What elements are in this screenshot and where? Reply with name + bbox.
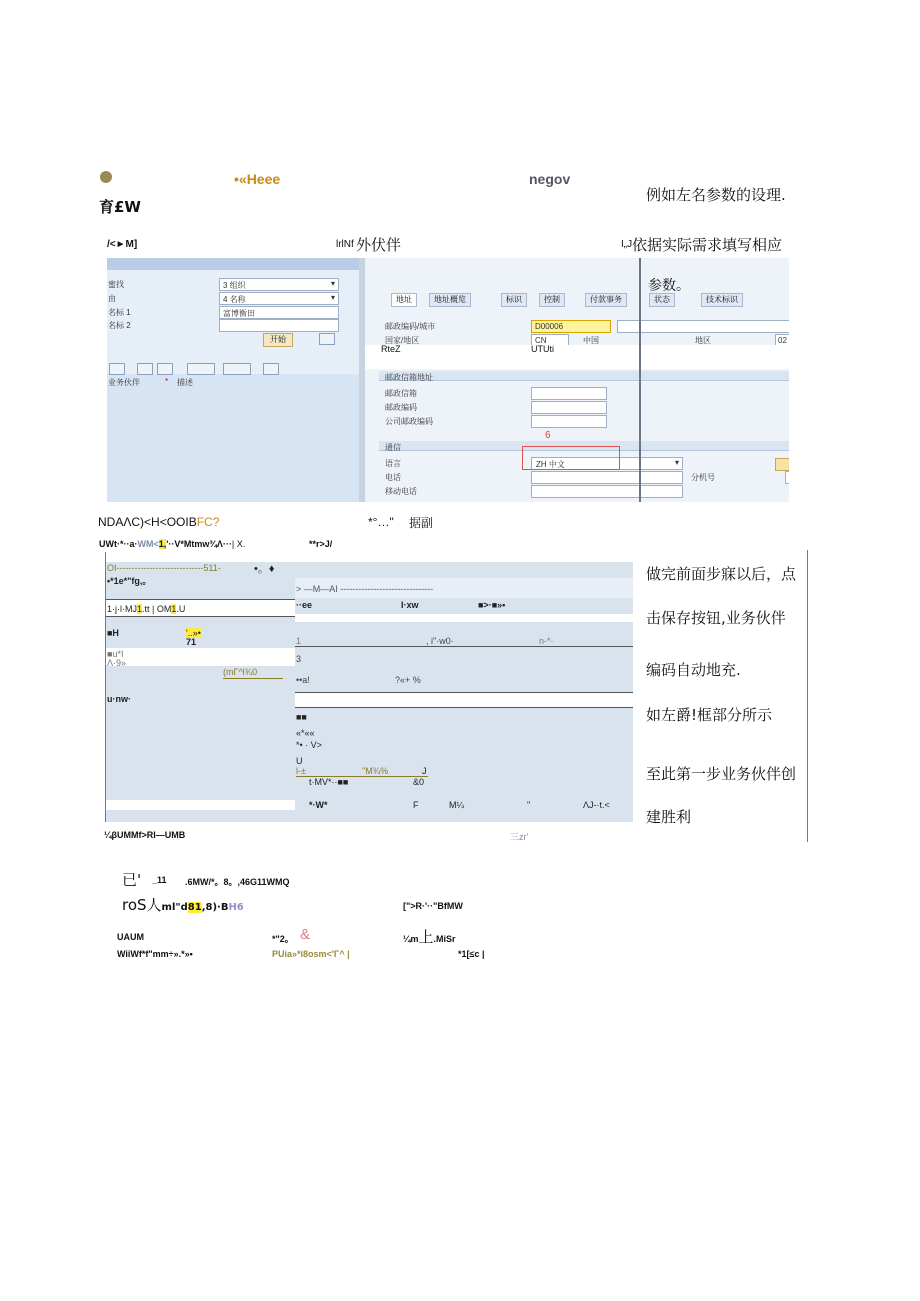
footer-l2-f: [">R·'··"BfMW — [403, 901, 463, 911]
footer-l1-b: _11 — [152, 875, 167, 885]
row2-text-a: /<►M] — [107, 239, 138, 250]
language-label: 语言 — [385, 459, 401, 468]
s2-row12a: U — [296, 756, 303, 766]
country-label: 国家/地区 — [385, 336, 420, 345]
caption1-a: NDAΛC)<H<OOIBFC? — [98, 515, 220, 529]
tab-control[interactable]: 控制 — [539, 293, 565, 307]
company-postal-input[interactable] — [531, 415, 607, 428]
country-code-input[interactable]: CN — [531, 334, 569, 347]
search-label: 蜜找 — [108, 280, 124, 289]
s2-row1: OI-----------------------------511- — [107, 563, 221, 573]
s2-row14c: M¼ — [449, 800, 465, 810]
start-button[interactable]: 开始 — [263, 333, 293, 347]
s2-row10: «*«« — [296, 728, 315, 738]
caption1-c: *°…" — [368, 515, 394, 529]
footer-l1-c: .6MW/*。8。,46G11WMQ — [185, 877, 290, 887]
chevron-down-icon: ▾ — [330, 293, 335, 302]
s2-row3: > —M—AI ------------------------------- — [296, 584, 434, 594]
tab-tech-id[interactable]: 技术标识 — [701, 293, 743, 307]
postal-code-input[interactable]: D00006 — [531, 320, 611, 333]
city-input[interactable] — [617, 320, 789, 333]
s2-row5c: 71 — [186, 637, 197, 647]
s2-row7b: ••a! — [296, 675, 310, 685]
phone-label: 电话 — [385, 473, 401, 482]
footer-l4-a: WiiWf*f"mm÷».*»• — [117, 949, 193, 959]
phone-input[interactable] — [531, 471, 683, 484]
s2-row12d: J — [422, 766, 427, 776]
chevron-down-icon: ▾ — [674, 458, 679, 467]
search-by-select[interactable]: 4 名称 ▾ — [219, 292, 339, 305]
right-note-2b: 参数。 — [648, 278, 690, 294]
side-note-6: 建胜利 — [646, 808, 692, 826]
toolbar-icon-6[interactable] — [263, 363, 279, 375]
name2-label: 名标 2 — [108, 321, 131, 330]
name1-label: 名标 1 — [108, 308, 131, 317]
list-header-partner: 业务伙伴 — [108, 378, 140, 387]
detail-panel — [365, 258, 789, 502]
row2-text-d: I„J — [621, 239, 633, 250]
pobox-input[interactable] — [531, 387, 607, 400]
s2-row11: *• · V> — [296, 740, 322, 750]
s2-row2: •*1e*"fg,。 — [107, 576, 152, 586]
header-text-2: negov — [529, 171, 571, 187]
tab-address[interactable]: 地址 — [391, 293, 417, 307]
footer-l3-a: UAUM — [117, 932, 144, 942]
region-input[interactable]: 02 — [775, 334, 789, 347]
overlay-text-b: UTUti — [531, 344, 554, 354]
s2-row4g: I·xw — [401, 600, 419, 610]
name1-input[interactable]: 富博衡田 — [219, 306, 339, 319]
tab-payment[interactable]: 付款事务 — [585, 293, 627, 307]
postal-city-label: 邮政编码/城市 — [385, 322, 436, 331]
s2-row4h: ■>·■»• — [478, 600, 506, 610]
name2-input[interactable] — [219, 319, 339, 332]
s2-row4f: ··ee — [296, 600, 313, 610]
chevron-down-icon: ▾ — [330, 279, 335, 288]
s2-row13a: t·MV*··■■ — [309, 777, 349, 787]
search-type-select[interactable]: 3 组织 ▾ — [219, 278, 339, 291]
tab-address-overview[interactable]: 地址概览 — [429, 293, 471, 307]
s2-row5b: '..»• — [186, 628, 201, 638]
required-icon: * — [165, 377, 169, 386]
footer-l2: roS人ml"d81,8)·BH6 — [122, 896, 244, 914]
tab-identification[interactable]: 标识 — [501, 293, 527, 307]
s2-row14b: F — [413, 800, 419, 810]
s2-row14a: *·W* — [309, 800, 328, 810]
s2-row7a: (mΓ^l¾0 — [223, 667, 258, 677]
screenshot-business-partner-form — [107, 258, 789, 502]
s2-row5f: n-*· — [539, 636, 554, 646]
pobox-postal-label: 邮政编码 — [385, 403, 417, 412]
delete-icon[interactable] — [319, 333, 335, 345]
shot2-header-f: **r>J/ — [309, 539, 333, 549]
side-note-2: 击保存按钮,业务伙伴 — [646, 609, 786, 627]
row2-text-c: 外伏伴 — [356, 236, 402, 254]
shot2-header: UWt·*··a·WM<1,'··V*Mtmw¾Λ···| X. — [99, 539, 246, 549]
side-note-4: 如左爵!框部分所示 — [646, 706, 773, 724]
s2-row5e: , i"·w0· — [426, 636, 454, 646]
footer-l4-c: *1[≤c | — [458, 949, 485, 959]
s2-row13b: &0 — [413, 777, 425, 787]
extension-label: 分机号 — [691, 473, 715, 482]
toolbar-icon-5[interactable] — [223, 363, 251, 375]
annotation-number: 6 — [545, 430, 551, 441]
comm-section-title: 通信 — [385, 443, 401, 452]
s2-row5a: ■H — [107, 628, 119, 638]
s2-row4: 1·j·l·MJ1.tt | OM1.U — [107, 604, 186, 614]
header-text-1: •«Heee — [234, 171, 281, 187]
mobile-label: 移动电话 — [385, 487, 417, 496]
language-highlight-box — [522, 446, 620, 470]
s2-row7c: ?«+ % — [395, 675, 421, 685]
footer-l3-c: & — [300, 926, 311, 943]
region-label: 地区 — [695, 336, 711, 345]
footer-l4-b: PUia»*i8osm<'Γ^ | — [272, 949, 350, 959]
s2-row5d: 1 — [296, 636, 302, 646]
pobox-label: 邮政信箱 — [385, 389, 417, 398]
s2-row6b: Λ·9» — [107, 658, 127, 668]
right-note-2a: 依据实际需求填写相应 — [632, 236, 783, 254]
s2-row6c: 3 — [296, 654, 302, 664]
bullet-icon — [100, 171, 112, 183]
s2-row14e: ΛJ-·t.< — [583, 800, 610, 810]
toolbar-icon-4[interactable] — [187, 363, 215, 375]
screenshot-saved-partner — [105, 552, 633, 822]
footer-l3-d: ¼m上.MiSr — [403, 928, 456, 946]
s2-row12c: "M¾% — [362, 766, 389, 776]
by-label: 由 — [108, 294, 116, 303]
side-note-1: 做完前面步寐以后，点 — [646, 565, 797, 583]
list-header-desc: 描述 — [177, 378, 193, 387]
side-note-5: 至此第一步业务伙伴创 — [646, 765, 797, 783]
caption1-d: 据副 — [409, 516, 434, 530]
search-panel — [107, 258, 359, 502]
company-postal-label: 公司邮政编码 — [385, 417, 433, 426]
language-select[interactable]: ZH 中文 ▾ — [531, 457, 683, 470]
right-note-1: 例如左名参数的设理. — [646, 186, 786, 204]
toolbar-icon-2[interactable] — [137, 363, 153, 375]
caption2-a: ¼βUMMf>Rl—UMB — [104, 830, 186, 840]
s2-row8: u·nw· — [107, 694, 131, 704]
overlay-text-a: RteZ — [381, 344, 401, 354]
pobox-section-title: 邮政信箱地址 — [385, 373, 433, 382]
country-name: 中国 — [583, 336, 599, 345]
mobile-input[interactable] — [531, 485, 683, 498]
s2-row9: ■■ — [296, 712, 307, 722]
tab-status[interactable]: 状态 — [649, 293, 675, 307]
s2-row12b: l-± — [296, 766, 306, 776]
header-text-3: 育£W — [99, 198, 141, 216]
s2-row1b: •。♦ — [254, 563, 275, 575]
toolbar-icon-1[interactable] — [109, 363, 125, 375]
s2-row6a: ■u*I — [107, 649, 124, 659]
toolbar-icon-3[interactable] — [157, 363, 173, 375]
pobox-postal-input[interactable] — [531, 401, 607, 414]
side-button[interactable] — [775, 458, 789, 471]
extension-input[interactable] — [785, 471, 789, 484]
row2-text-b: lrlNf — [336, 239, 354, 250]
s2-row14d: " — [527, 800, 531, 810]
caption2-b: 三zr' — [510, 832, 529, 842]
footer-l3-b: *"2。 — [272, 934, 294, 944]
footer-l1-a: 已' — [122, 871, 142, 889]
side-note-3: 编码自动地充. — [646, 661, 741, 679]
